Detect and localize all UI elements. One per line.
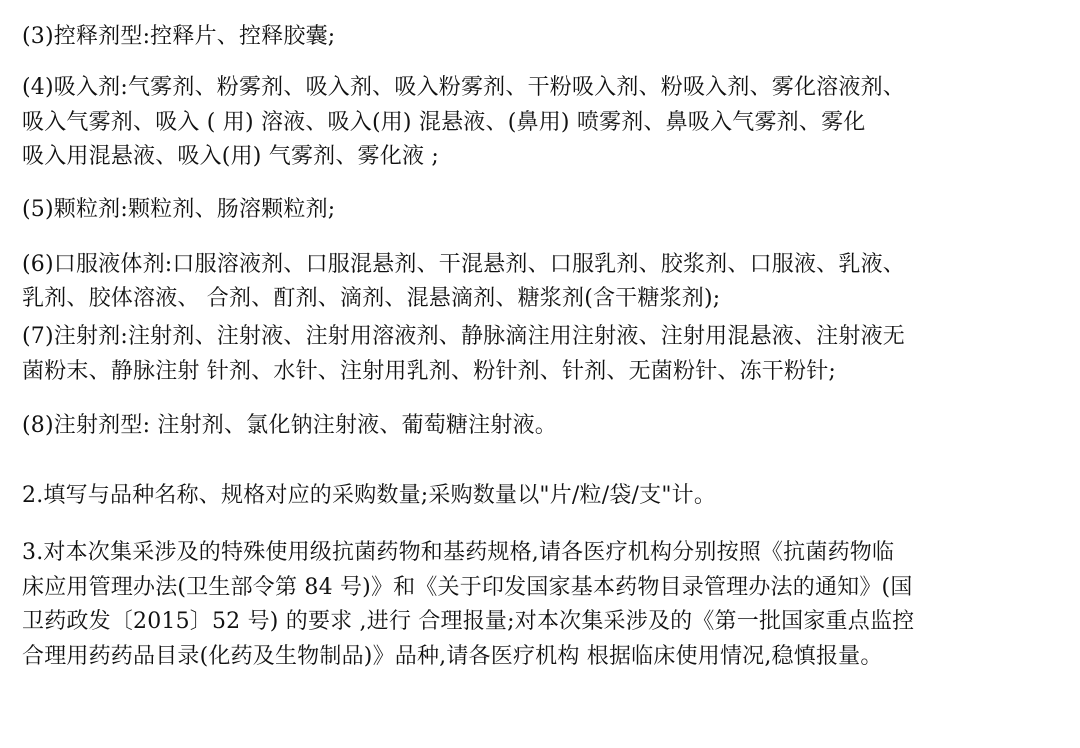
item-3-line-3: 卫药政发〔2015〕52 号) 的要求 ,进行 合理报量;对本次集采涉及的《第一批国家重点监控 — [22, 609, 915, 634]
paragraph-inhalants-line-1: (4)吸入剂:气雾剂、粉雾剂、吸入剂、吸入粉雾剂、干粉吸入剂、粉吸入剂、雾化溶液剂、 — [22, 75, 905, 100]
item-2-line-1: 2.填写与品种名称、规格对应的采购数量;采购数量以"片/粒/袋/支"计。 — [22, 483, 717, 508]
paragraph-oral-liquids-line-1: (6)口服液体剂:口服溶液剂、口服混悬剂、干混悬剂、口服乳剂、胶浆剂、口服液、乳液、 — [22, 252, 905, 277]
paragraph-granules-line-1: (5)颗粒剂:颗粒剂、肠溶颗粒剂; — [22, 197, 336, 222]
paragraph-inhalants-line-2: 吸入气雾剂、吸入 ( 用) 溶液、吸入(用) 混悬液、(鼻用) 喷雾剂、鼻吸入气雾剂、雾化 — [22, 110, 866, 135]
paragraph-injections-line-1: (7)注射剂:注射剂、注射液、注射用溶液剂、静脉滴注用注射液、注射用混悬液、注射液无 — [22, 324, 905, 349]
paragraph-oral-liquids-line-2: 乳剂、胶体溶液、 合剂、酊剂、滴剂、混悬滴剂、糖浆剂(含干糖浆剂); — [22, 286, 721, 311]
item-3-line-1: 3.对本次集采涉及的特殊使用级抗菌药物和基药规格,请各医疗机构分别按照《抗菌药物临 — [22, 540, 895, 565]
paragraph-injection-type-line-1: (8)注射剂型: 注射剂、氯化钠注射液、葡萄糖注射液。 — [22, 413, 557, 438]
paragraph-controlled-release-line-1: (3)控释剂型:控释片、控释胶囊; — [22, 24, 336, 49]
item-3-line-2: 床应用管理办法(卫生部令第 84 号)》和《关于印发国家基本药物目录管理办法的通知》(国 — [22, 575, 913, 600]
item-3-line-4: 合理用药药品目录(化药及生物制品)》品种,请各医疗机构 根据临床使用情况,稳慎报量。 — [22, 644, 883, 669]
paragraph-inhalants-line-3: 吸入用混悬液、吸入(用) 气雾剂、雾化液 ; — [22, 144, 439, 169]
paragraph-injections-line-2: 菌粉末、静脉注射 针剂、水针、注射用乳剂、粉针剂、针剂、无菌粉针、冻干粉针; — [22, 359, 837, 384]
